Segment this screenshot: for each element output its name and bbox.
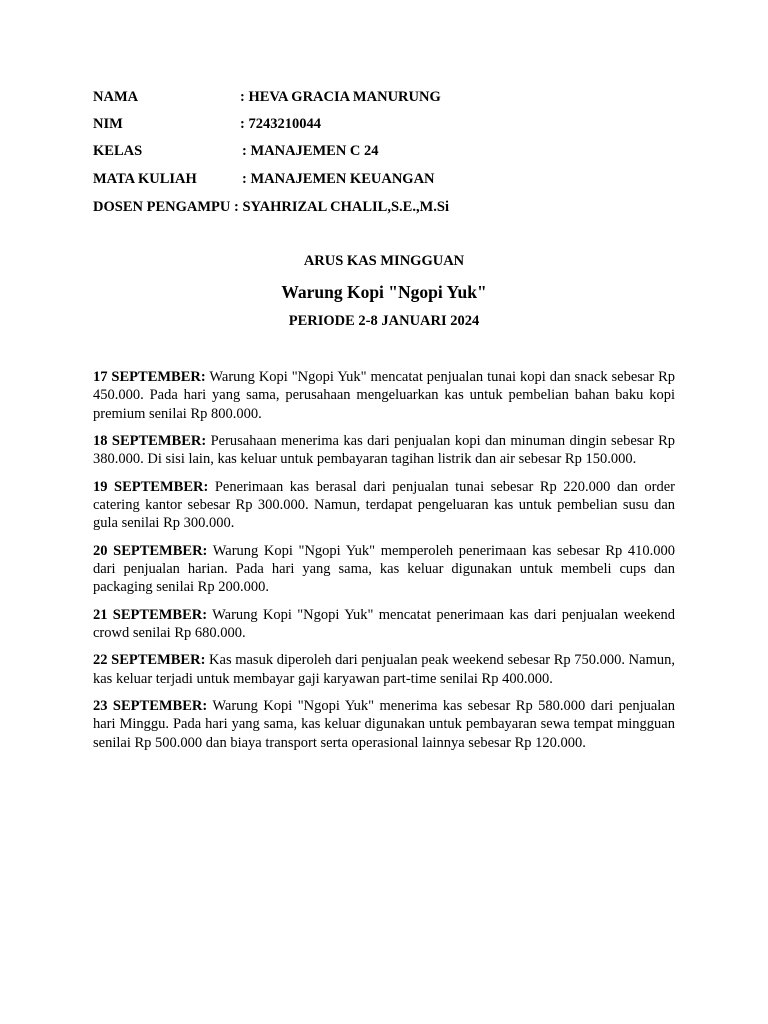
entry-date: 19 SEPTEMBER: — [93, 478, 209, 495]
entry-date: 17 SEPTEMBER: — [93, 369, 206, 385]
store-title: Warung Kopi "Ngopi Yuk" — [281, 282, 487, 302]
entry-date: 18 SEPTEMBER: — [93, 433, 207, 450]
entry-date: 20 SEPTEMBER: — [93, 542, 208, 559]
entry-18-september — [93, 432, 675, 469]
period-heading: PERIODE 2-8 JANUARI 2024 — [288, 313, 480, 329]
entry-text: Kas masuk diperoleh dari penjualan peak weekend sebesar Rp 750.000. Namun, kas keluar terjadi untuk membayar gaji karyawan part-time senilai Rp 400.000. — [93, 652, 675, 687]
info-value-dosen-pengampu: : SYAHRIZAL CHALIL,S.E.,M.Si — [233, 199, 449, 215]
entry-text: Penerimaan kas berasal dari penjualan tunai sebesar Rp 220.000 dan order catering kantor sebesar Rp 300.000. Namun, terdapat pengeluaran kas untuk pembelian susu dan gula senilai Rp 300.000. — [93, 478, 676, 532]
entry-text: Warung Kopi "Ngopi Yuk" mencatat penjualan tunai kopi dan snack sebesar Rp 450.000. Pada hari yang sama, perusahaan mengeluarkan kas untuk pembelian bahan baku kopi premium senilai Rp 800.000. — [93, 369, 676, 422]
entry-text: Perusahaan menerima kas dari penjualan kopi dan minuman dingin sebesar Rp 380.000. Di sisi lain, kas keluar untuk pembayaran tagihan listrik dan air sebesar Rp 150.000. — [93, 433, 675, 468]
entry-17-september — [93, 368, 675, 423]
info-label-kelas: KELAS — [93, 143, 143, 159]
section-heading: ARUS KAS MINGGUAN — [303, 253, 465, 269]
entry-23-september — [93, 697, 675, 752]
info-label-dosen-pengampu: DOSEN PENGAMPU — [93, 199, 231, 215]
info-row-dosen-pengampu — [93, 197, 449, 217]
info-value-nama: : HEVA GRACIA MANURUNG — [240, 89, 441, 105]
info-value-kelas: : MANAJEMEN C 24 — [242, 143, 379, 159]
entry-19-september — [93, 478, 675, 533]
info-label-mata-kuliah: MATA KULIAH — [93, 171, 197, 187]
entry-date: 22 SEPTEMBER: — [93, 652, 206, 669]
entry-text: Warung Kopi "Ngopi Yuk" menerima kas sebesar Rp 580.000 dari penjualan hari Minggu. Pada hari yang sama, kas keluar digunakan untuk pembayaran sewa tempat mingguan senilai Rp 500.000 dan biaya transport serta operasional lainnya sebesar Rp 120.000. — [93, 697, 676, 751]
entry-22-september — [93, 651, 675, 688]
entry-date: 21 SEPTEMBER: — [93, 606, 208, 623]
entry-text: Warung Kopi "Ngopi Yuk" mencatat penerimaan kas dari penjualan weekend crowd senilai Rp 680.000. — [93, 606, 676, 642]
entry-20-september — [93, 542, 675, 597]
info-label-nama: NAMA — [93, 89, 139, 105]
info-label-nim: NIM — [93, 116, 123, 132]
info-value-nim: : 7243210044 — [240, 116, 321, 132]
cash-flow-entries — [93, 368, 675, 761]
entry-text: Warung Kopi "Ngopi Yuk" memperoleh penerimaan kas sebesar Rp 410.000 dari penjualan harian. Pada hari yang sama, kas keluar digunakan untuk membeli cups dan packaging senilai Rp 200.000. — [93, 542, 675, 596]
entry-date: 23 SEPTEMBER: — [93, 697, 208, 714]
info-value-mata-kuliah: : MANAJEMEN KEUANGAN — [242, 171, 435, 187]
entry-21-september — [93, 606, 675, 643]
